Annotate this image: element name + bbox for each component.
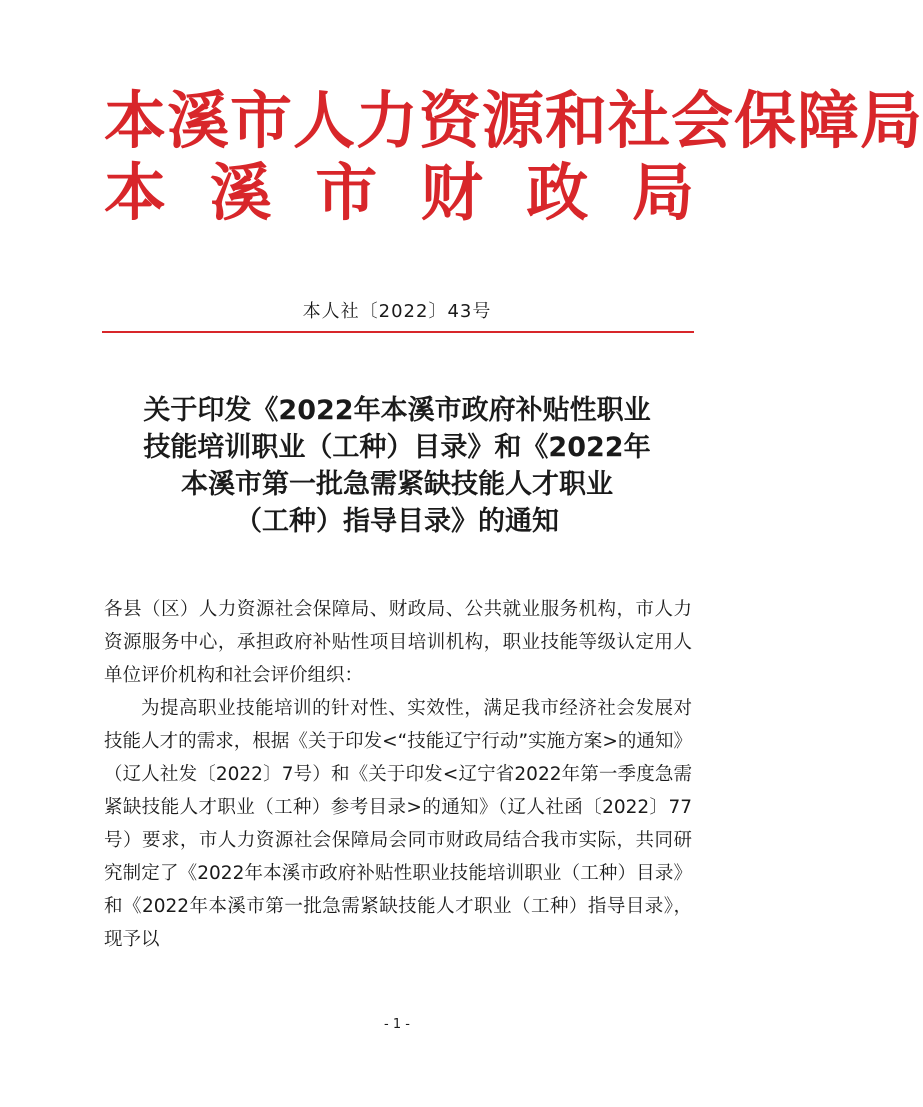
issuer-line-2-char: 财 bbox=[420, 156, 483, 229]
page-number: - 1 - bbox=[384, 1017, 410, 1032]
title-line: （工种）指导目录》的通知 bbox=[235, 506, 559, 537]
addressee-paragraph: 各县（区）人力资源社会保障局、财政局、公共就业服务机构，市人力资源服务中心，承担政府补贴性项目培训机构，职业技能等级认定用人单位评价机构和社会评价组织： bbox=[104, 599, 692, 686]
issuer-line-1: 本溪市人力资源和社会保障局 bbox=[104, 84, 923, 157]
title-line: 关于印发《2022年本溪市政府补贴性职业 bbox=[143, 395, 651, 426]
issuer-line-2 bbox=[104, 156, 694, 229]
document-body bbox=[104, 593, 692, 956]
issuer-line-2-char: 本 bbox=[104, 156, 167, 229]
document-title bbox=[100, 392, 694, 540]
issuer-line-2-char: 溪 bbox=[209, 156, 272, 229]
title-line: 技能培训职业（工种）目录》和《2022年 bbox=[143, 432, 651, 463]
issuer-line-2-char: 政 bbox=[526, 156, 589, 229]
issuer-line-2-char: 局 bbox=[631, 156, 694, 229]
document-number: 本人社〔2022〕43号 bbox=[302, 301, 492, 322]
red-divider-line bbox=[102, 331, 694, 333]
body-paragraph: 为提高职业技能培训的针对性、实效性，满足我市经济社会发展对技能人才的需求，根据《关于印发<“技能辽宁行动”实施方案>的通知》（辽人社发〔2022〕7号）和《关于印发<辽宁省2022年第一季度急需紧缺技能人才职业（工种）参考目录>的通知》（辽人社函〔2022〕77号）要求，市人力资源社会保障局会同市财政局结合我市实际，共同研究制定了《2022年本溪市政府补贴性职业技能培训职业（工种）目录》和《2022年本溪市第一批急需紧缺技能人才职业（工种）指导目录》，现予以 bbox=[104, 698, 693, 950]
issuer-line-2-char: 市 bbox=[315, 156, 378, 229]
title-line: 本溪市第一批急需紧缺技能人才职业 bbox=[181, 469, 613, 500]
